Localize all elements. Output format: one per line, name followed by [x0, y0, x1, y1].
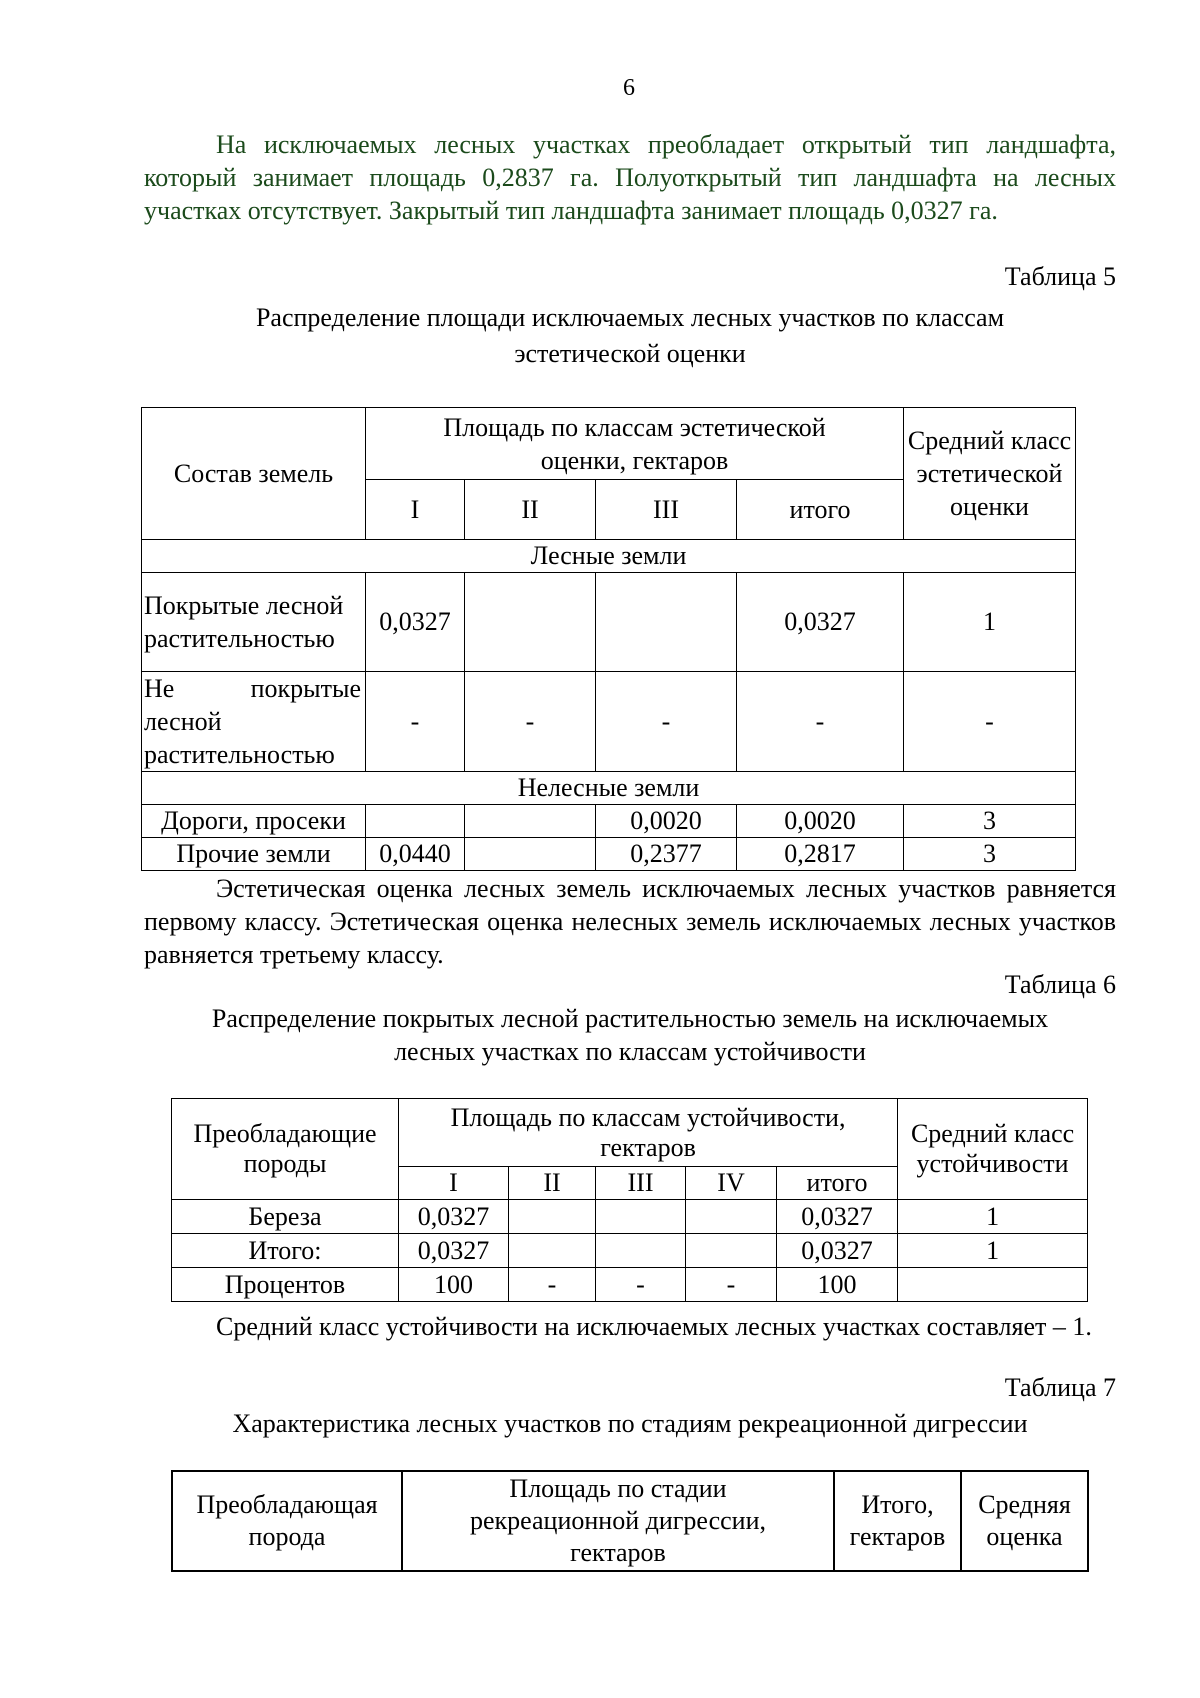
- table6-label: Таблица 6: [1004, 970, 1116, 999]
- table5-title: [144, 300, 1116, 372]
- table6-title: [144, 1002, 1116, 1068]
- table7-title: Характеристика лесных участков по стадиям рекреационной дигрессии: [232, 1409, 1028, 1438]
- table5-cell: -: [904, 672, 1076, 772]
- table5-cell: 0,0020: [737, 805, 904, 838]
- table-row: [172, 1234, 1088, 1268]
- table5-row-name-rest: лесной растительностью: [144, 707, 335, 769]
- table-row: [172, 1268, 1088, 1302]
- table5-cell: [465, 573, 596, 672]
- table7-header-species: Преобладающая порода: [172, 1471, 402, 1571]
- table5-row-name: Прочие земли: [142, 838, 366, 871]
- table5-cell: -: [465, 672, 596, 772]
- table5-cell: -: [596, 672, 737, 772]
- table6-cell: [898, 1268, 1088, 1302]
- table7-label: Таблица 7: [1004, 1373, 1116, 1402]
- table6-cell: [686, 1200, 777, 1234]
- table5-section-forest: Лесные земли: [142, 540, 1076, 573]
- table6-title-line1: Распределение покрытых лесной растительностью земель на исключаемых: [211, 1004, 1049, 1033]
- table5-title-line1: Распределение площади исключаемых лесных участков по классам: [255, 303, 1005, 332]
- table5-col-iii: III: [596, 480, 737, 540]
- table6-col-ii: II: [509, 1167, 596, 1200]
- table6-title-line2: лесных участках по классам устойчивости: [394, 1037, 866, 1066]
- table6-cell: [596, 1200, 686, 1234]
- table-row: [142, 838, 1076, 871]
- table5-cell: 0,2817: [737, 838, 904, 871]
- table5-cell: [465, 838, 596, 871]
- intro-paragraph: На исключаемых лесных участках преобладает открытый тип ландшафта, который занимает площадь 0,2837 га. Полуоткрытый тип ландшафта на лесных участках отсутствует. Закрытый тип ландшафта занимает площадь 0,0327 га.: [144, 130, 1116, 225]
- table6-cell: 1: [898, 1200, 1088, 1234]
- table6-header-species: Преобладающие породы: [172, 1099, 399, 1200]
- table5-row-name: Дороги, просеки: [142, 805, 366, 838]
- table5-cell: 0,0327: [737, 573, 904, 672]
- table5-cell: 3: [904, 805, 1076, 838]
- table5-header-area: Площадь по классам эстетической оценки, гектаров: [366, 408, 904, 480]
- table7-header-avg: Средняя оценка: [961, 1471, 1088, 1571]
- table5-header-composition: Состав земель: [142, 408, 366, 540]
- page-number: 6: [623, 75, 635, 101]
- table5-cell: -: [737, 672, 904, 772]
- table6-cell: 1: [898, 1234, 1088, 1268]
- table5-cell: 0,0440: [366, 838, 465, 871]
- table6-row-name: Береза: [172, 1200, 399, 1234]
- table5-header-avg: Средний класс эстетической оценки: [904, 408, 1076, 540]
- table6-cell: 0,0327: [399, 1234, 509, 1268]
- table5: [141, 407, 1076, 871]
- table5-cell: 0,0020: [596, 805, 737, 838]
- table-row: [142, 573, 1076, 672]
- table5-title-line2: эстетической оценки: [514, 339, 746, 368]
- table5-cell: [465, 805, 596, 838]
- table7-header-area: Площадь по стадии рекреационной дигрессии, гектаров: [402, 1471, 834, 1571]
- table6-cell: 100: [777, 1268, 898, 1302]
- table5-row-name-word1: Не: [144, 674, 175, 703]
- table5-cell: 1: [904, 573, 1076, 672]
- table6-cell: -: [686, 1268, 777, 1302]
- table6-cell: [509, 1234, 596, 1268]
- table-row: [142, 672, 1076, 772]
- table5-cell: 0,2377: [596, 838, 737, 871]
- table5-cell: 0,0327: [366, 573, 465, 672]
- table6-col-iv: IV: [686, 1167, 777, 1200]
- table6-col-total: итого: [777, 1167, 898, 1200]
- table5-row-name-word2: покрытые: [250, 674, 361, 703]
- stability-summary-paragraph: Средний класс устойчивости на исключаемых лесных участках составляет – 1.: [216, 1312, 1092, 1341]
- table5-col-ii: II: [465, 480, 596, 540]
- table7-header-total: Итого, гектаров: [834, 1471, 961, 1571]
- table5-col-total: итого: [737, 480, 904, 540]
- table-row: [142, 805, 1076, 838]
- table6-header-area: Площадь по классам устойчивости, гектаров: [399, 1099, 898, 1167]
- table6-col-iii: III: [596, 1167, 686, 1200]
- table6-cell: 100: [399, 1268, 509, 1302]
- table6-cell: -: [509, 1268, 596, 1302]
- table5-row-name: Покрытые лесной растительностью: [142, 573, 366, 672]
- table-row: [172, 1200, 1088, 1234]
- table5-cell: [596, 573, 737, 672]
- table6-row-name: Процентов: [172, 1268, 399, 1302]
- table5-row-name-line1: [144, 672, 365, 705]
- table5-row-name: [142, 672, 366, 772]
- table6-cell: 0,0327: [777, 1234, 898, 1268]
- table6-cell: [509, 1200, 596, 1234]
- table5-cell: [366, 805, 465, 838]
- table6-col-i: I: [399, 1167, 509, 1200]
- table5-cell: 3: [904, 838, 1076, 871]
- table6: [171, 1098, 1088, 1302]
- table6-cell: -: [596, 1268, 686, 1302]
- table5-section-nonforest: Нелесные земли: [142, 772, 1076, 805]
- table6-cell: 0,0327: [777, 1200, 898, 1234]
- table5-label: Таблица 5: [1004, 262, 1116, 291]
- table6-cell: [596, 1234, 686, 1268]
- table6-row-name: Итого:: [172, 1234, 399, 1268]
- table7: [171, 1470, 1089, 1572]
- aesthetic-summary-paragraph: Эстетическая оценка лесных земель исключаемых лесных участков равняется первому классу. Эстетическая оценка нелесных земель исключаемых лесных участков равняется третьему классу.: [144, 874, 1116, 969]
- table6-cell: [686, 1234, 777, 1268]
- table5-cell: -: [366, 672, 465, 772]
- table5-col-i: I: [366, 480, 465, 540]
- table6-cell: 0,0327: [399, 1200, 509, 1234]
- table6-header-avg: Средний класс устойчивости: [898, 1099, 1088, 1200]
